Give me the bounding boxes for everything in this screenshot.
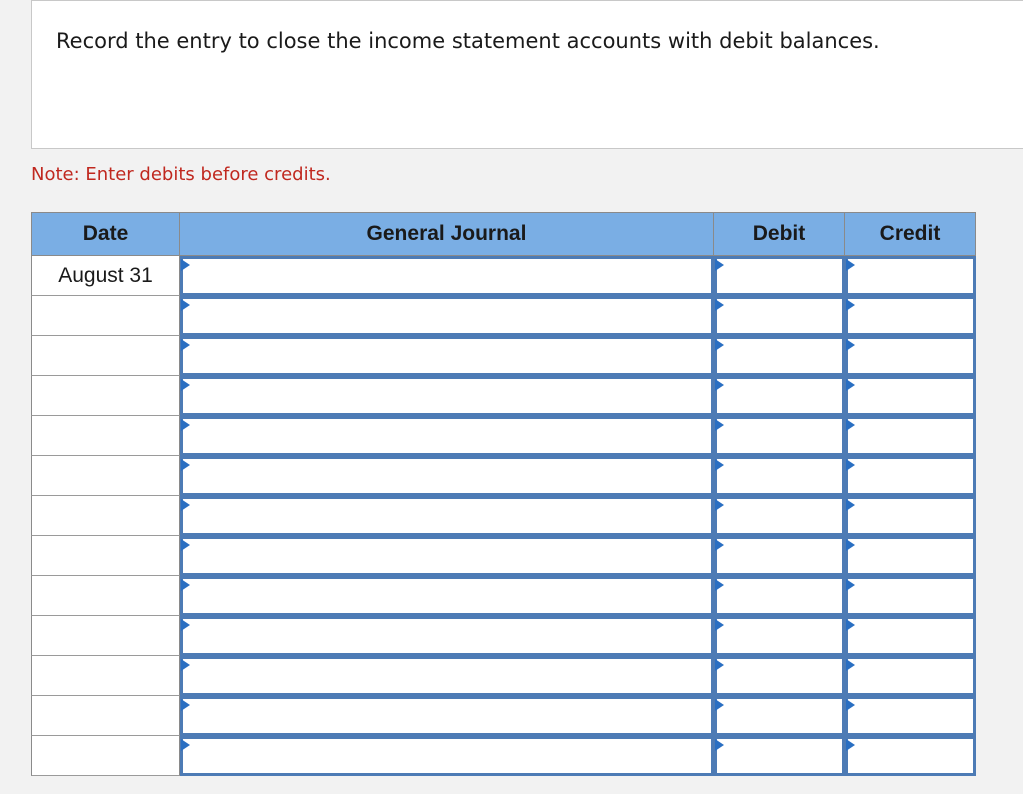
debit-input[interactable] <box>714 696 845 736</box>
account-input[interactable] <box>180 536 714 576</box>
dropdown-arrow-icon[interactable] <box>715 539 724 551</box>
date-cell <box>31 656 180 696</box>
table-row <box>31 536 976 576</box>
date-cell <box>31 456 180 496</box>
dropdown-arrow-icon[interactable] <box>715 419 724 431</box>
header-credit: Credit <box>845 212 976 256</box>
table-header-row <box>31 212 976 256</box>
dropdown-arrow-icon[interactable] <box>715 299 724 311</box>
dropdown-arrow-icon[interactable] <box>715 579 724 591</box>
table-row <box>31 656 976 696</box>
table-row <box>31 256 976 296</box>
credit-input[interactable] <box>845 496 976 536</box>
dropdown-arrow-icon[interactable] <box>846 379 855 391</box>
account-input[interactable] <box>180 456 714 496</box>
dropdown-arrow-icon[interactable] <box>715 379 724 391</box>
general-journal-table <box>31 212 976 776</box>
table-row <box>31 736 976 776</box>
dropdown-arrow-icon[interactable] <box>846 459 855 471</box>
dropdown-arrow-icon[interactable] <box>181 539 190 551</box>
dropdown-arrow-icon[interactable] <box>181 659 190 671</box>
journal-rows <box>31 256 976 776</box>
debit-input[interactable] <box>714 256 845 296</box>
dropdown-arrow-icon[interactable] <box>846 419 855 431</box>
debit-input[interactable] <box>714 736 845 776</box>
date-cell <box>31 496 180 536</box>
dropdown-arrow-icon[interactable] <box>715 499 724 511</box>
dropdown-arrow-icon[interactable] <box>181 299 190 311</box>
dropdown-arrow-icon[interactable] <box>715 739 724 751</box>
header-general-journal: General Journal <box>180 212 714 256</box>
dropdown-arrow-icon[interactable] <box>715 259 724 271</box>
dropdown-arrow-icon[interactable] <box>846 499 855 511</box>
credit-input[interactable] <box>845 296 976 336</box>
dropdown-arrow-icon[interactable] <box>181 739 190 751</box>
credit-input[interactable] <box>845 456 976 496</box>
account-input[interactable] <box>180 496 714 536</box>
account-input[interactable] <box>180 656 714 696</box>
debit-input[interactable] <box>714 456 845 496</box>
account-input[interactable] <box>180 296 714 336</box>
dropdown-arrow-icon[interactable] <box>181 459 190 471</box>
table-row <box>31 696 976 736</box>
table-row <box>31 456 976 496</box>
date-cell <box>31 536 180 576</box>
dropdown-arrow-icon[interactable] <box>715 699 724 711</box>
dropdown-arrow-icon[interactable] <box>846 699 855 711</box>
dropdown-arrow-icon[interactable] <box>181 259 190 271</box>
date-cell <box>31 296 180 336</box>
instruction-panel <box>31 0 1023 149</box>
dropdown-arrow-icon[interactable] <box>846 659 855 671</box>
debit-input[interactable] <box>714 656 845 696</box>
credit-input[interactable] <box>845 576 976 616</box>
dropdown-arrow-icon[interactable] <box>715 339 724 351</box>
note-text: Note: Enter debits before credits. <box>31 164 331 185</box>
dropdown-arrow-icon[interactable] <box>846 579 855 591</box>
dropdown-arrow-icon[interactable] <box>715 619 724 631</box>
instruction-text: Record the entry to close the income statement accounts with debit balances. <box>56 29 880 53</box>
debit-input[interactable] <box>714 496 845 536</box>
dropdown-arrow-icon[interactable] <box>846 739 855 751</box>
account-input[interactable] <box>180 416 714 456</box>
table-row <box>31 376 976 416</box>
date-cell <box>31 736 180 776</box>
date-cell <box>31 576 180 616</box>
dropdown-arrow-icon[interactable] <box>846 299 855 311</box>
debit-input[interactable] <box>714 416 845 456</box>
credit-input[interactable] <box>845 336 976 376</box>
credit-input[interactable] <box>845 696 976 736</box>
date-cell <box>31 376 180 416</box>
table-row <box>31 616 976 656</box>
credit-input[interactable] <box>845 736 976 776</box>
credit-input[interactable] <box>845 416 976 456</box>
table-row <box>31 576 976 616</box>
dropdown-arrow-icon[interactable] <box>181 579 190 591</box>
account-input[interactable] <box>180 336 714 376</box>
credit-input[interactable] <box>845 256 976 296</box>
table-row <box>31 416 976 456</box>
dropdown-arrow-icon[interactable] <box>846 539 855 551</box>
dropdown-arrow-icon[interactable] <box>181 419 190 431</box>
debit-input[interactable] <box>714 296 845 336</box>
table-row <box>31 296 976 336</box>
date-cell <box>31 616 180 656</box>
dropdown-arrow-icon[interactable] <box>181 339 190 351</box>
dropdown-arrow-icon[interactable] <box>181 379 190 391</box>
account-input[interactable] <box>180 696 714 736</box>
date-cell <box>31 696 180 736</box>
credit-input[interactable] <box>845 656 976 696</box>
credit-input[interactable] <box>845 536 976 576</box>
dropdown-arrow-icon[interactable] <box>846 619 855 631</box>
dropdown-arrow-icon[interactable] <box>181 619 190 631</box>
dropdown-arrow-icon[interactable] <box>181 499 190 511</box>
table-row <box>31 496 976 536</box>
account-input[interactable] <box>180 576 714 616</box>
header-date: Date <box>31 212 180 256</box>
dropdown-arrow-icon[interactable] <box>846 259 855 271</box>
debit-input[interactable] <box>714 616 845 656</box>
header-debit: Debit <box>714 212 845 256</box>
account-input[interactable] <box>180 616 714 656</box>
credit-input[interactable] <box>845 616 976 656</box>
debit-input[interactable] <box>714 336 845 376</box>
dropdown-arrow-icon[interactable] <box>715 659 724 671</box>
account-input[interactable] <box>180 736 714 776</box>
credit-input[interactable] <box>845 376 976 416</box>
dropdown-arrow-icon[interactable] <box>715 459 724 471</box>
debit-input[interactable] <box>714 376 845 416</box>
debit-input[interactable] <box>714 576 845 616</box>
account-input[interactable] <box>180 376 714 416</box>
dropdown-arrow-icon[interactable] <box>846 339 855 351</box>
account-input[interactable] <box>180 256 714 296</box>
date-cell: August 31 <box>31 256 180 296</box>
table-row <box>31 336 976 376</box>
date-cell <box>31 336 180 376</box>
date-cell <box>31 416 180 456</box>
debit-input[interactable] <box>714 536 845 576</box>
dropdown-arrow-icon[interactable] <box>181 699 190 711</box>
